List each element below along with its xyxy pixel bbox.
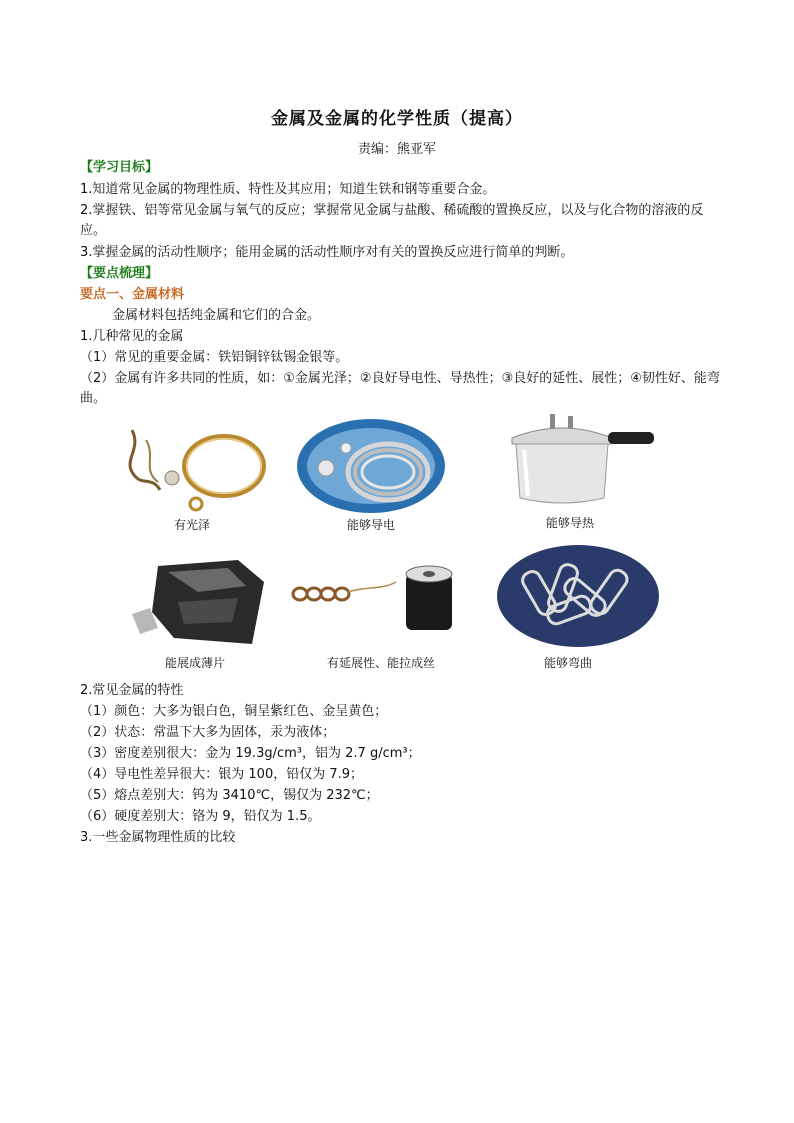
- section-intro: 金属材料包括纯金属和它们的合金。: [112, 308, 321, 323]
- pressure-cooker-icon: [498, 410, 658, 510]
- figure-caption: 能够导电: [346, 518, 395, 532]
- list-item: （1）常见的重要金属：铁铝铜锌钛锡金银等。: [80, 350, 349, 365]
- list-item: （4）导电性差异很大：银为 100，铅仅为 7.9；: [80, 767, 364, 782]
- objective-item: 1.知道常见金属的物理性质、特性及其应用；知道生铁和钢等重要合金。: [80, 182, 496, 197]
- author-line: 责编：熊亚军: [357, 142, 436, 157]
- wire-coil-icon: [296, 418, 446, 514]
- subheading: 1.几种常见的金属: [80, 329, 184, 344]
- objectives-heading: 【学习目标】: [80, 160, 159, 175]
- wire-spool-icon: [286, 560, 466, 640]
- list-item: （2）状态：常温下大多为固体，汞为液体；: [80, 725, 336, 740]
- figure-caption: 能够导热: [545, 516, 594, 530]
- list-item: （1）颜色：大多为银白色，铜呈紫红色、金呈黄色；: [80, 704, 388, 719]
- subheading: 2.常见金属的特性: [80, 683, 184, 698]
- page-title: 金属及金属的化学性质（提高）: [271, 109, 523, 129]
- points-heading: 【要点梳理】: [80, 266, 159, 281]
- list-item: （3）密度差别很大：金为 19.3g/cm³，铝为 2.7 g/cm³；: [80, 746, 421, 761]
- section-title: 要点一、金属材料: [80, 287, 185, 302]
- figure-caption: 能展成薄片: [164, 656, 225, 670]
- subheading: 3.一些金属物理性质的比较: [80, 830, 236, 845]
- figure-caption: 有延展性、能拉成丝: [326, 656, 435, 670]
- paper-clips-icon: [496, 544, 660, 648]
- list-item: （5）熔点差别大：钨为 3410℃，锡仅为 232℃；: [80, 788, 379, 803]
- metal-foil-icon: [128, 552, 268, 648]
- metal-jewelry-icon: [112, 420, 272, 512]
- objective-item: 2.掌握铁、铝等常见金属与氧气的反应；掌握常见金属与盐酸、稀硫酸的置换反应，以及与化合物的溶液的反应。: [80, 203, 704, 238]
- objective-item: 3.掌握金属的活动性顺序；能用金属的活动性顺序对有关的置换反应进行简单的判断。: [80, 245, 574, 260]
- figure-caption: 有光泽: [173, 518, 210, 532]
- list-item: （2）金属有许多共同的性质，如：①金属光泽；②良好导电性、导热性；③良好的延性、展性；④韧性好、能弯曲。: [80, 371, 720, 406]
- figure-caption: 能够弯曲: [543, 656, 592, 670]
- list-item: （6）硬度差别大：铬为 9，铅仅为 1.5。: [80, 809, 321, 824]
